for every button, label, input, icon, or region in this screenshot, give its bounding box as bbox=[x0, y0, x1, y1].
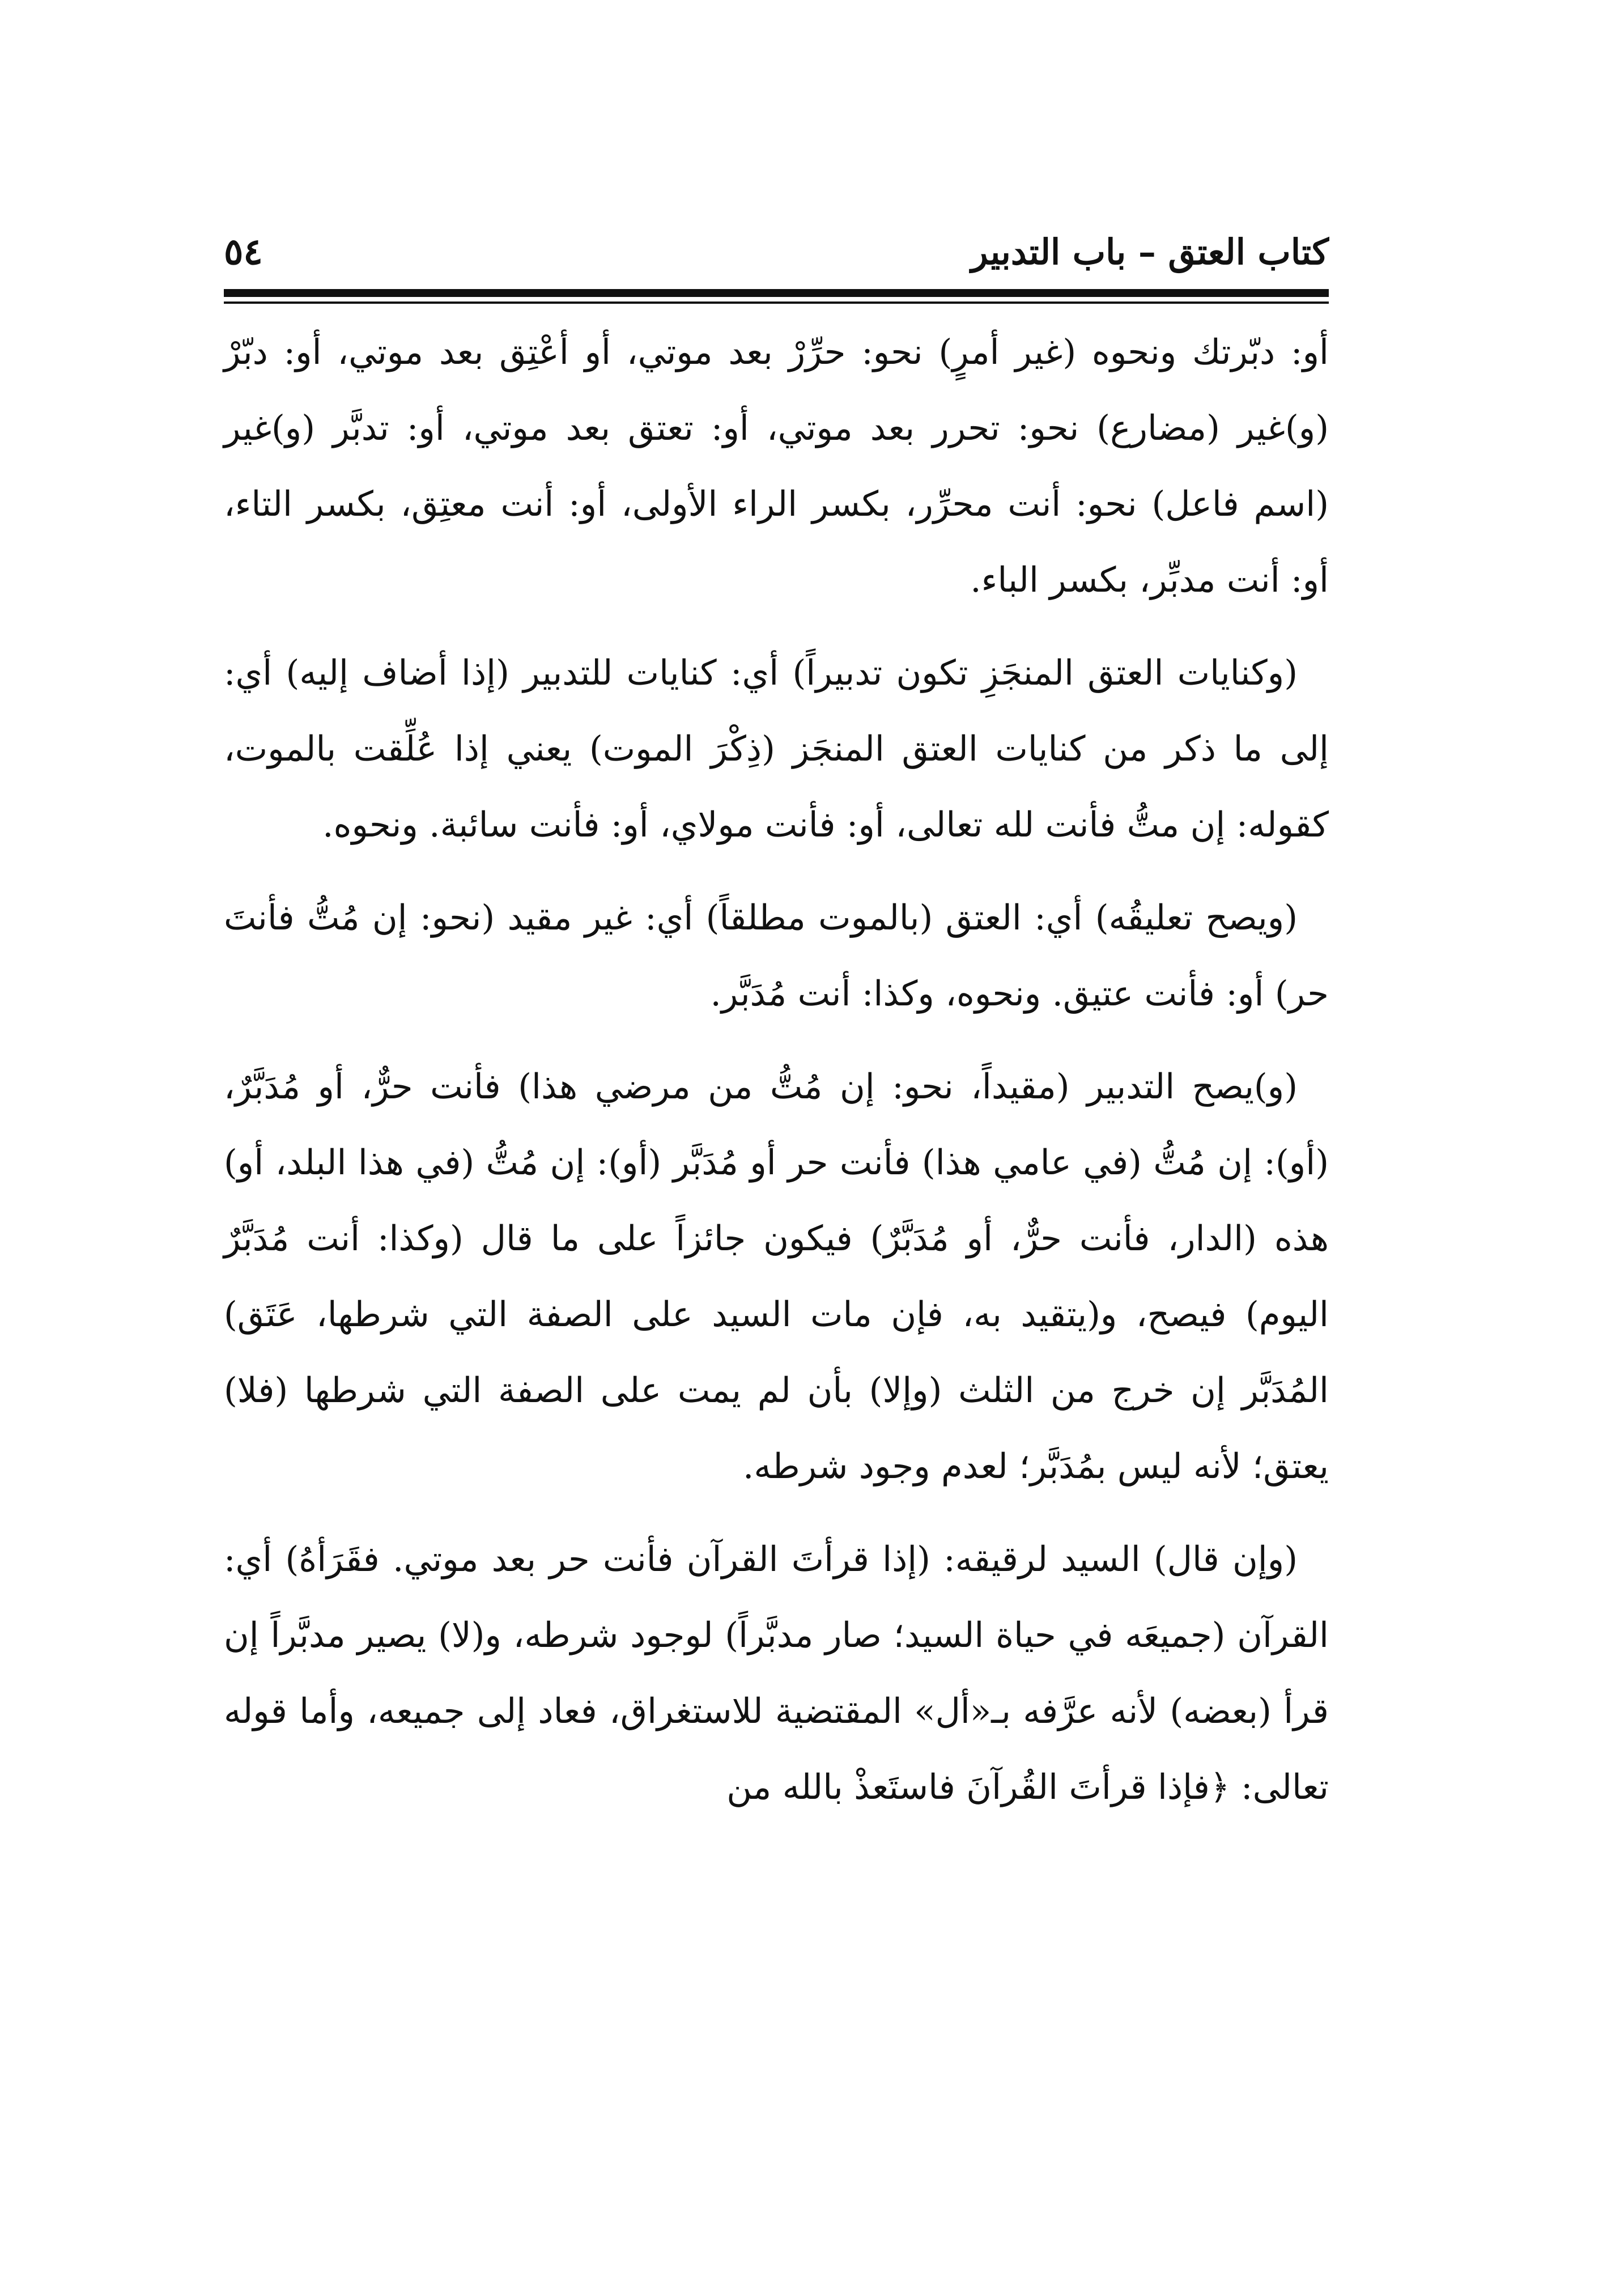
page-number: ٥٤ bbox=[224, 231, 263, 273]
paragraph: أو: دبّرتك ونحوه (غير أمرٍ) نحو: حرِّرْ بعد موتي، أو أعْتِق بعد موتي، أو: دبّرْ (و)غير (مضارع) نحو: تحرر بعد موتي، أو: تعتق بعد موتي، أو: تدبَّر (و)غير (اسم فاعل) نحو: أنت محرِّر، بكسر الراء الأولى، أو: أنت معتِق، بكسر التاء، أو: أنت مدبِّر، بكسر الباء. bbox=[224, 332, 1329, 600]
paragraph: (وكنايات العتق المنجَزِ تكون تدبيراً) أي: كنايات للتدبير (إذا أضاف إليه) أي: إلى ما ذكر من كنايات العتق المنجَز (ذِكْرَ الموت) يعني إذا عُلِّقت بالموت، كقوله: إن متُّ فأنت لله تعالى، أو: فأنت مولاي، أو: فأنت سائبة. ونحوه. bbox=[224, 653, 1329, 845]
header-rule-thin bbox=[224, 302, 1329, 304]
chapter-title: كتاب العتق – باب التدبير bbox=[971, 231, 1329, 273]
running-header bbox=[224, 227, 1329, 278]
body-text bbox=[224, 315, 1329, 1842]
paragraph: (ويصح تعليقُه) أي: العتق (بالموت مطلقاً) أي: غير مقيد (نحو: إن مُتُّ فأنتَ حر) أو: فأنت عتيق. ونحوه، وكذا: أنت مُدَبَّر. bbox=[224, 898, 1329, 1014]
paragraph: (وإن قال) السيد لرقيقه: (إذا قرأتَ القرآن فأنت حر بعد موتي. فقَرَأهُ) أي: القرآن (جميعَه في حياة السيد؛ صار مدبَّراً) لوجود شرطه، و(لا) يصير مدبَّراً إن قرأ (بعضه) لأنه عرَّفه بـ«أل» المقتضية للاستغراق، فعاد إلى جميعه، وأما قوله تعالى: ﴿فإذا قرأتَ القُرآنَ فاستَعذْ بالله من bbox=[224, 1539, 1329, 1807]
paragraph: (و)يصح التدبير (مقيداً، نحو: إن مُتُّ من مرضي هذا) فأنت حرٌّ، أو مُدَبَّرٌ، (أو): إن مُتُّ (في عامي هذا) فأنت حر أو مُدَبَّر (أو): إن مُتُّ (في هذا البلد، أو) هذه (الدار، فأنت حرٌّ، أو مُدَبَّرٌ) فيكون جائزاً على ما قال (وكذا: أنت مُدَبَّرٌ اليوم) فيصح، و(يتقيد به، فإن مات السيد على الصفة التي شرطها، عَتَق) المُدَبَّر إن خرج من الثلث (وإلا) بأن لم يمت على الصفة التي شرطها (فلا) يعتق؛ لأنه ليس بمُدَبَّر؛ لعدم وجود شرطه. bbox=[224, 1067, 1329, 1487]
header-rule-thick bbox=[224, 289, 1329, 297]
